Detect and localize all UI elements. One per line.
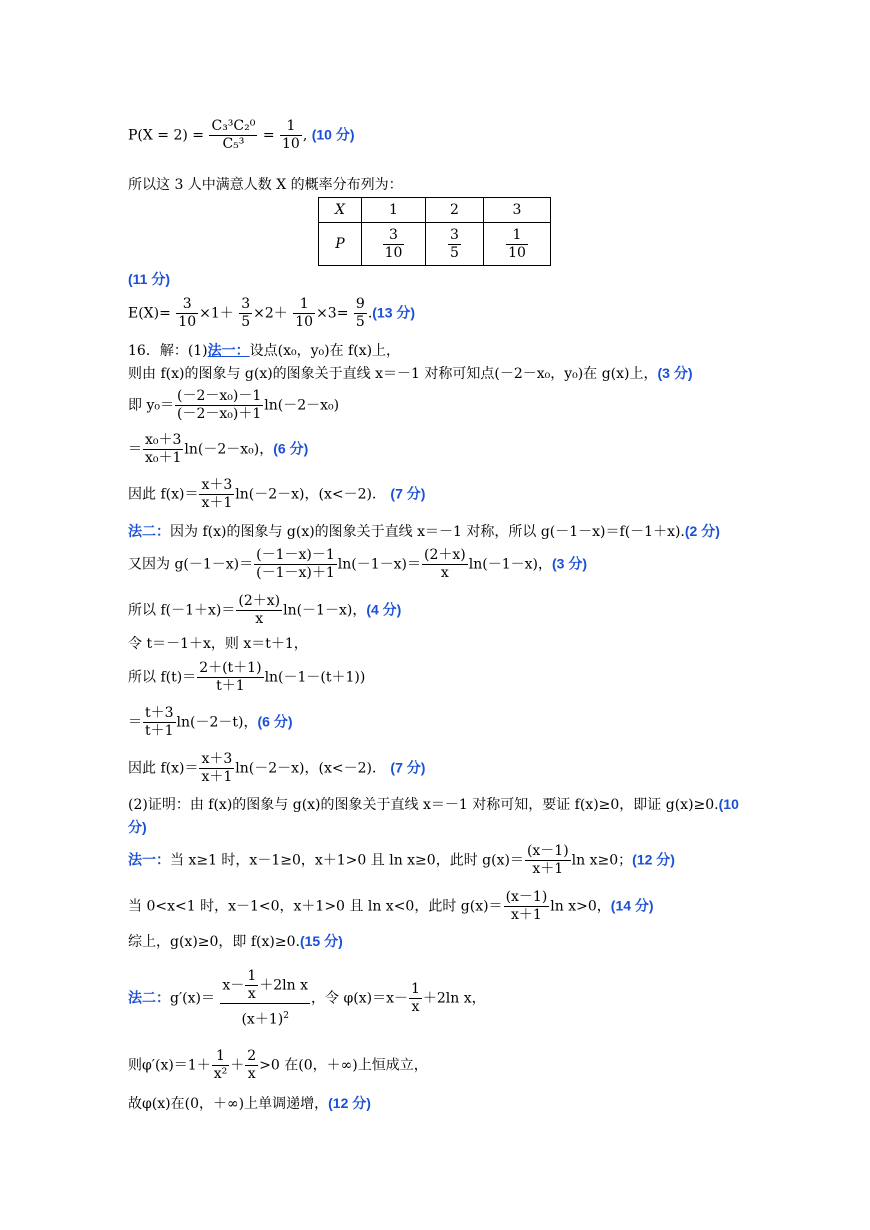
score-label: (2 分) — [684, 523, 720, 539]
method-label: 法二： — [128, 989, 170, 1006]
score-label: (6 分) — [257, 713, 293, 730]
q16-method1-line5: 因此 f(x)＝ $\frac{x+3}{x+1}$ ln(－2－x)，(x<－2)． (7 分) — [128, 477, 426, 511]
table-header-p: P — [319, 223, 362, 266]
method-label: 法一： — [207, 342, 250, 358]
part2-method1-line1: 法一：当 x≥1 时，x－1≥0，x＋1>0 且 ln x≥0，此时 g(x)＝ $\frac{(x-1)}{x+1}$ ln x≥0；(12 分) — [128, 843, 675, 877]
score-label: (6 分) — [273, 440, 309, 457]
score-label: (14 分) — [610, 897, 654, 914]
score-label: (7 分) — [390, 485, 426, 502]
part2-method1-line2: 当 0<x<1 时，x－1<0，x＋1>0 且 ln x<0，此时 g(x)＝ $\frac{(x-1)}{x+1}$ ln x>0，(14 分) — [128, 889, 654, 923]
score-label: (12 分) — [632, 851, 675, 868]
score-label: (3 分) — [551, 555, 587, 572]
table-header-x: X — [319, 198, 362, 223]
q16-method2-line5: 所以 f(t)＝ $\frac{2+(t+1)}{t+1}$ ln(－1－(t＋1)) — [128, 660, 366, 694]
q16-method1-line3: 即 y₀＝ $\frac{\text{(－2－x₀)－1}}{\text{(－2－x₀)＋1}}$ ln(－2－x₀) — [128, 388, 340, 422]
part2-method2-line2: 则φ′(x)＝1＋ $\frac{1}{\text{x²}}$ ＋ $\frac{2}{x}$ >0 在(0，＋∞)上恒成立， — [128, 1048, 428, 1082]
q16-method2-line3: 所以 f(－1＋x)＝ $\frac{(2+x)}{x}$ ln(－1－x)，(4 分) — [128, 593, 402, 627]
score-label: (10 — [718, 796, 739, 812]
table-cell: $\frac{3}{5}$ — [426, 223, 484, 266]
q16-method2-line2: 又因为 g(－1－x)＝ $\frac{(-1-x)-1}{(-1-x)+1}$ ln(－1－x)＝ $\frac{(2+x)}{x}$ ln(－1－x)，(3 分) — [128, 547, 587, 581]
score-label: (11 分) — [128, 271, 171, 287]
table-row — [319, 198, 551, 223]
q16-method2-line6: ＝ $\frac{t+3}{t+1}$ ln(－2－t)，(6 分) — [128, 705, 293, 739]
part2-method2-line1: 法二：g′(x)＝ x－ $\frac{1}{x}$ ＋2ln x $(x+1)^2$ ，令 φ(x)＝x－ $\frac{1}{x}$ ＋2ln x， — [128, 968, 486, 1028]
table-cell: 3 — [484, 198, 551, 223]
part2-method2-line3: 故φ(x)在(0，＋∞)上单调递增，(12 分) — [128, 1095, 371, 1112]
q16-method2-line4: 令 t＝－1＋x，则 x＝t＋1， — [128, 636, 308, 652]
q16-method1-line1: 16．解：(1)法一：设点(x₀，y₀)在 f(x)上， — [128, 342, 401, 359]
q16-method2-line7: 因此 f(x)＝ $\frac{x+3}{x+1}$ ln(－2－x)，(x<－2)． (7 分) — [128, 751, 426, 785]
table-row — [319, 223, 551, 266]
score-label: (4 分) — [366, 601, 402, 618]
table-cell: 1 — [362, 198, 426, 223]
distribution-intro: 所以这 3 人中满意人数 X 的概率分布列为： — [128, 177, 403, 193]
table-cell: $\frac{3}{10}$ — [362, 223, 426, 266]
score-label: 分) — [128, 819, 147, 835]
score-label: (12 分) — [328, 1095, 371, 1111]
probability-x2-line: P(X = 2) = $\frac{\text{C₃³C₂⁰}}{\text{C₅³}}$ = $\frac{1}{10}$ , (10 分) — [128, 118, 355, 152]
score-label: (13 分) — [372, 304, 416, 321]
table-cell: $\frac{1}{10}$ — [484, 223, 551, 266]
part2-line1: (2)证明：由 f(x)的图象与 g(x)的图象关于直线 x＝－1 对称可知，要证 f(x)≥0，即证 g(x)≥0.(10 — [128, 796, 739, 813]
part2-method1-line3: 综上，g(x)≥0，即 f(x)≥0.(15 分) — [128, 933, 343, 950]
score-label: (10 分) — [311, 126, 355, 143]
score-label: (3 分) — [657, 365, 693, 381]
method-label: 法二： — [128, 523, 170, 539]
table-cell: 2 — [426, 198, 484, 223]
fraction: $\frac{\text{C₃³C₂⁰}}{\text{C₅³}}$ — [211, 118, 256, 152]
score-label: (7 分) — [390, 759, 426, 776]
score-label: (15 分) — [299, 933, 343, 949]
expectation-line: E(X)= $\frac{3}{10}$ ×1＋ $\frac{3}{5}$ ×2＋ $\frac{1}{10}$ ×3= $\frac{9}{5}$ .(13 分) — [128, 296, 416, 330]
q16-method1-line4: ＝ $\frac{\text{x₀＋3}}{\text{x₀＋1}}$ ln(－2－x₀)，(6 分) — [128, 432, 309, 466]
fraction: $\frac{1}{10}$ — [282, 118, 300, 152]
q16-method1-line2: 则由 f(x)的图象与 g(x)的图象关于直线 x＝－1 对称可知点(－2－x₀，y₀)在 g(x)上，(3 分) — [128, 365, 693, 382]
distribution-table — [318, 197, 551, 266]
method-label: 法一： — [128, 851, 170, 868]
q16-method2-line1: 法二：因为 f(x)的图象与 g(x)的图象关于直线 x＝－1 对称，所以 g(－1－x)＝f(－1＋x).(2 分) — [128, 523, 720, 540]
